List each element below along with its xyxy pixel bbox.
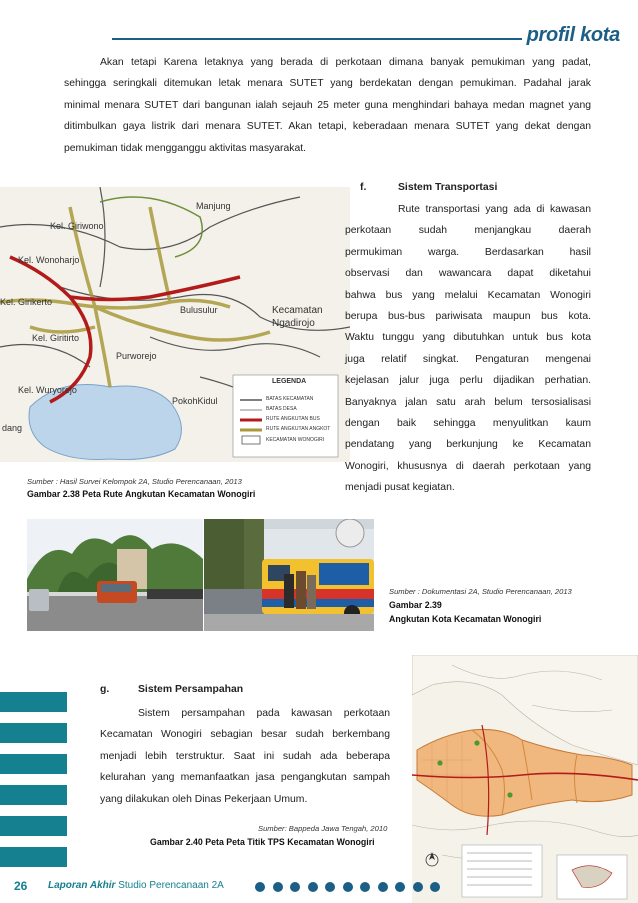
footer-dot	[273, 882, 283, 892]
section-f-line: juga relatif singkat. Pengaturan mengenai	[345, 353, 591, 365]
footer-dot	[378, 882, 388, 892]
legend-item: BATAS DESA	[266, 406, 297, 412]
map-label-dang: dang	[2, 423, 23, 433]
section-f-paragraph	[345, 199, 591, 499]
map-label-bulusulur: Bulusulur	[180, 305, 218, 315]
side-accent-bar	[0, 754, 67, 774]
map-label-purworejo: Purworejo	[116, 351, 157, 361]
page-header-title: profil kota	[526, 24, 620, 46]
section-g-paragraph	[100, 703, 390, 810]
legend-title: LEGENDA	[272, 378, 307, 385]
intro-line: Akan tetapi Karena letaknya yang berada di perkotaan dimana banyak pemukiman yang padat,	[100, 57, 591, 68]
section-f-title: Sistem Transportasi	[398, 182, 498, 193]
intro-line: minimal menara SUTET dari bangunan ialah sejauh 25 meter guna menghindari bahaya medan magnet yang	[64, 99, 591, 111]
section-f-line: berupa bus-bus pariwisata maupun bus kota.	[345, 311, 591, 323]
footer-dot	[343, 882, 353, 892]
legend-item: RUTE ANGKUTAN BUS	[266, 416, 320, 422]
legend-item: KECAMATAN WONOGIRI	[266, 437, 325, 443]
map-label-wuryorejo: Kel. Wuryorejo	[18, 385, 77, 395]
map-label-kecamatan: Kecamatan	[272, 305, 323, 316]
footer-label-bold: Laporan Akhir	[48, 880, 116, 891]
footer-dot	[290, 882, 300, 892]
map-label-wonoharjo: Kel. Wonoharjo	[18, 255, 80, 265]
figure-239-source: Sumber : Dokumentasi 2A, Studio Perencanaan, 2013	[389, 587, 572, 596]
map-label-pokohkidul: PokohKidul	[172, 396, 218, 406]
section-f-line: pendatang yang berkunjung ke Kecamatan	[345, 439, 591, 451]
section-g-line: Kecamatan Wonogiri sebagian besar sudah berkembang	[100, 729, 390, 741]
figure-240-caption: Gambar 2.40 Peta Peta Titik TPS Kecamatan Wonogiri	[150, 837, 375, 847]
figure-239-caption-line1: Gambar 2.39	[389, 600, 442, 610]
photo-bus	[204, 519, 374, 631]
section-f-line: bahwa bus yang melalui Kecamatan Wonogiri	[345, 289, 591, 301]
route-map-image	[0, 187, 350, 462]
footer-label	[48, 880, 224, 891]
legend-item: RUTE ANGKUTAN ANGKOT	[266, 426, 331, 432]
map-label-girikerto: Kel. Girikerto	[0, 297, 53, 307]
tps-map-image	[412, 655, 638, 903]
footer-label-rest: Studio Perencanaan 2A	[115, 880, 224, 891]
side-accent-bar	[0, 692, 67, 712]
section-f-number: f.	[360, 182, 367, 193]
page-number: 26	[14, 879, 28, 893]
section-g-line: menjadi lebih terstruktur. Saat ini sudah ada beberapa	[100, 750, 390, 762]
intro-line: ditimbulkan gaya listrik dari menara SUTET. Akan tetapi, keberadaan menara SUTET yang dekat dengan	[64, 121, 591, 133]
side-accent-bar	[0, 847, 67, 867]
footer-dot	[360, 882, 370, 892]
map-label-giritirto: Kel. Giritirto	[32, 333, 80, 343]
map-label-giriwono: Kel. Giriwono	[50, 221, 104, 231]
figure-238-caption: Gambar 2.38 Peta Rute Angkutan Kecamatan Wonogiri	[27, 489, 256, 499]
section-g-line: Sistem persampahan pada kawasan perkotaan	[138, 708, 390, 719]
side-accent-bar	[0, 816, 67, 836]
map-label-manjung: Manjung	[196, 201, 231, 211]
section-f-line: kejelasan jalur juga perlu dijadikan perhatian.	[345, 375, 591, 387]
side-accent-bar	[0, 723, 67, 743]
section-f-line: dengan baik sehingga menyulitkan kaum	[345, 418, 591, 430]
side-accent-bar	[0, 785, 67, 805]
section-g-line: kelurahan yang memanfaatkan jasa pengangkutan sampah	[100, 772, 390, 784]
section-g-line: yang dilakukan oleh Dinas Pekerjaan Umum.	[100, 793, 308, 805]
intro-line: sehingga seringkali ditemukan letak menara SUTET yang berdekatan dengan pemukiman. Padahal jarak	[64, 78, 591, 90]
figure-239-caption-line2: Angkutan Kota Kecamatan Wonogiri	[389, 614, 542, 624]
section-g-title: Sistem Persampahan	[138, 684, 244, 695]
footer-dot	[395, 882, 405, 892]
footer-dot	[430, 882, 440, 892]
section-f-line: permukiman warga. Berdasarkan hasil	[345, 246, 591, 258]
section-g-number: g.	[100, 684, 110, 695]
photo-street-angkot	[27, 519, 203, 631]
map-label-ngadirojo: Ngadirojo	[272, 318, 315, 329]
section-f-line: Rute transportasi yang ada di kawasan	[398, 204, 591, 215]
figure-238-source: Sumber : Hasil Survei Kelompok 2A, Studio Perencanaan, 2013	[27, 477, 242, 486]
section-f-line: Wonogiri, khususnya di daerah perkotaan yang	[345, 460, 591, 472]
section-f-line: Banyaknya jalan satu arah belum tersosialisasi	[345, 396, 591, 408]
footer-dot	[255, 882, 265, 892]
section-f-line: Waktu tunggu yang dibutuhkan untuk bus kota	[345, 332, 591, 344]
section-f-line: perkotaan sudah menjangkau daerah	[345, 225, 591, 237]
footer-dot	[308, 882, 318, 892]
footer-dot	[325, 882, 335, 892]
section-f-line: menjadi pusat kegiatan.	[345, 482, 455, 494]
photo-bus-graphic	[204, 519, 374, 631]
footer-dot	[413, 882, 423, 892]
legend-item: BATAS KECAMATAN	[266, 396, 314, 402]
header-rule	[112, 38, 522, 40]
photo-street-graphic	[27, 519, 203, 631]
section-f-line: observasi dan wawancara dapat diketahui	[345, 268, 591, 280]
intro-line: pemukiman tidak mengganggu aktivitas masyarakat.	[64, 142, 306, 154]
tps-map-graphic	[412, 655, 638, 903]
intro-paragraph	[64, 52, 591, 159]
figure-240-source: Sumber: Bappeda Jawa Tengah, 2010	[258, 824, 388, 833]
